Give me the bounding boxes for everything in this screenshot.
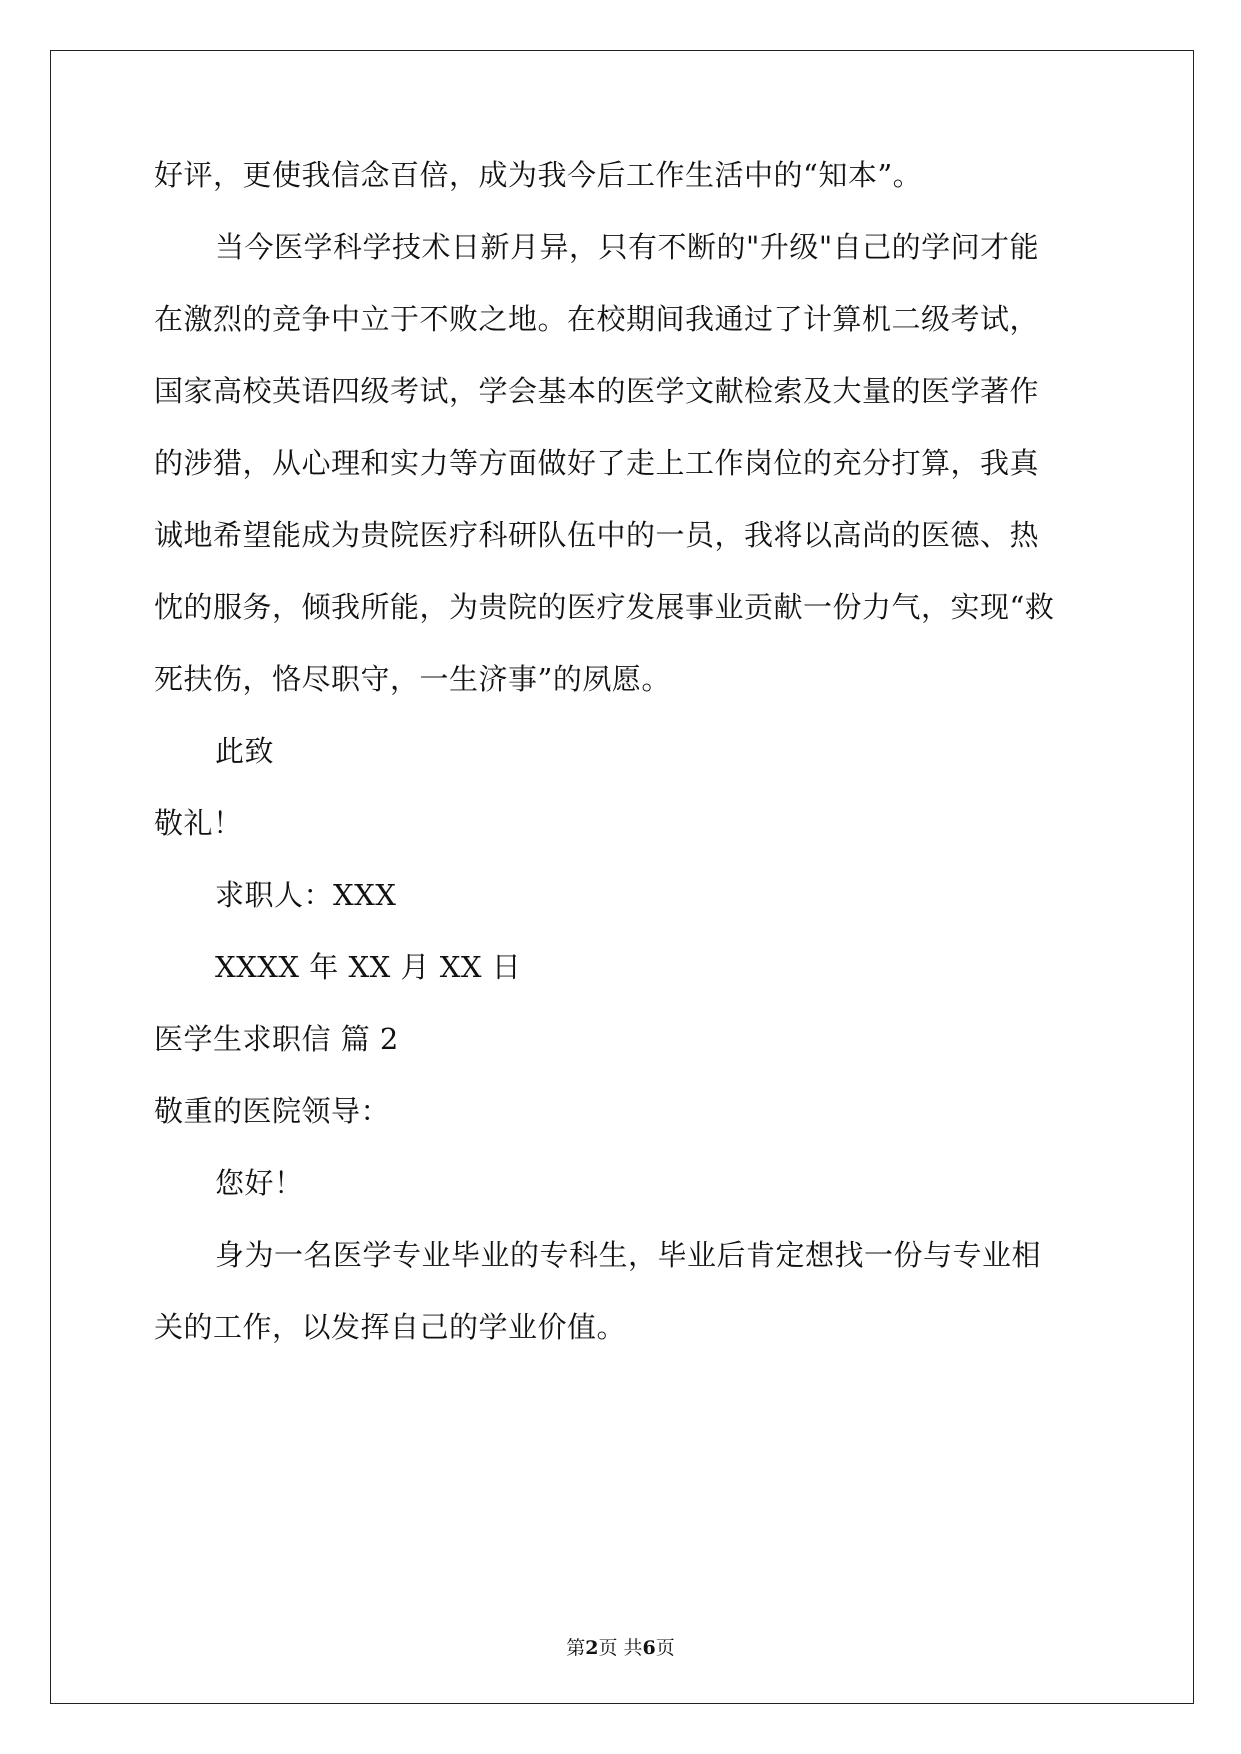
applicant-signature: 求职人：XXX: [215, 878, 397, 912]
section-heading: 医学生求职信 篇 2: [154, 1022, 399, 1056]
closing-salutation: 此致: [215, 734, 275, 768]
closing-regards: 敬礼！: [154, 806, 243, 840]
footer-middle: 页 共: [598, 1637, 643, 1659]
body-line-6: 诚地希望能成为贵院医疗科研队伍中的一员，我将以高尚的医德、热: [154, 518, 1040, 552]
body-line-8: 死扶伤，恪尽职守，一生济事”的夙愿。: [154, 662, 671, 696]
body-line-5: 的涉猎，从心理和实力等方面做好了走上工作岗位的充分打算，我真: [154, 446, 1040, 480]
body-line-9: 身为一名医学专业毕业的专科生，毕业后肯定想找一份与专业相: [215, 1238, 1042, 1272]
letter-greeting: 敬重的医院领导：: [154, 1094, 391, 1128]
footer-prefix: 第: [566, 1637, 586, 1659]
body-line-4: 国家高校英语四级考试，学会基本的医学文献检索及大量的医学著作: [154, 374, 1040, 408]
body-line-2: 当今医学科学技术日新月异，只有不断的"升级"自己的学问才能: [215, 230, 1040, 264]
body-line-10: 关的工作，以发挥自己的学业价值。: [154, 1310, 627, 1344]
footer-suffix: 页: [655, 1637, 675, 1659]
body-line-7: 忱的服务，倾我所能，为贵院的医疗发展事业贡献一份力气，实现“救: [154, 590, 1055, 624]
letter-date: XXXX 年 XX 月 XX 日: [215, 950, 522, 984]
body-line-3: 在激烈的竞争中立于不败之地。在校期间我通过了计算机二级考试，: [154, 302, 1040, 336]
footer-page-current: 2: [585, 1637, 599, 1659]
page-footer: [0, 1636, 1241, 1660]
footer-page-total: 6: [642, 1637, 656, 1659]
body-line-1: 好评，更使我信念百倍，成为我今后工作生活中的“知本”。: [154, 158, 923, 192]
letter-hello: 您好！: [215, 1166, 304, 1200]
